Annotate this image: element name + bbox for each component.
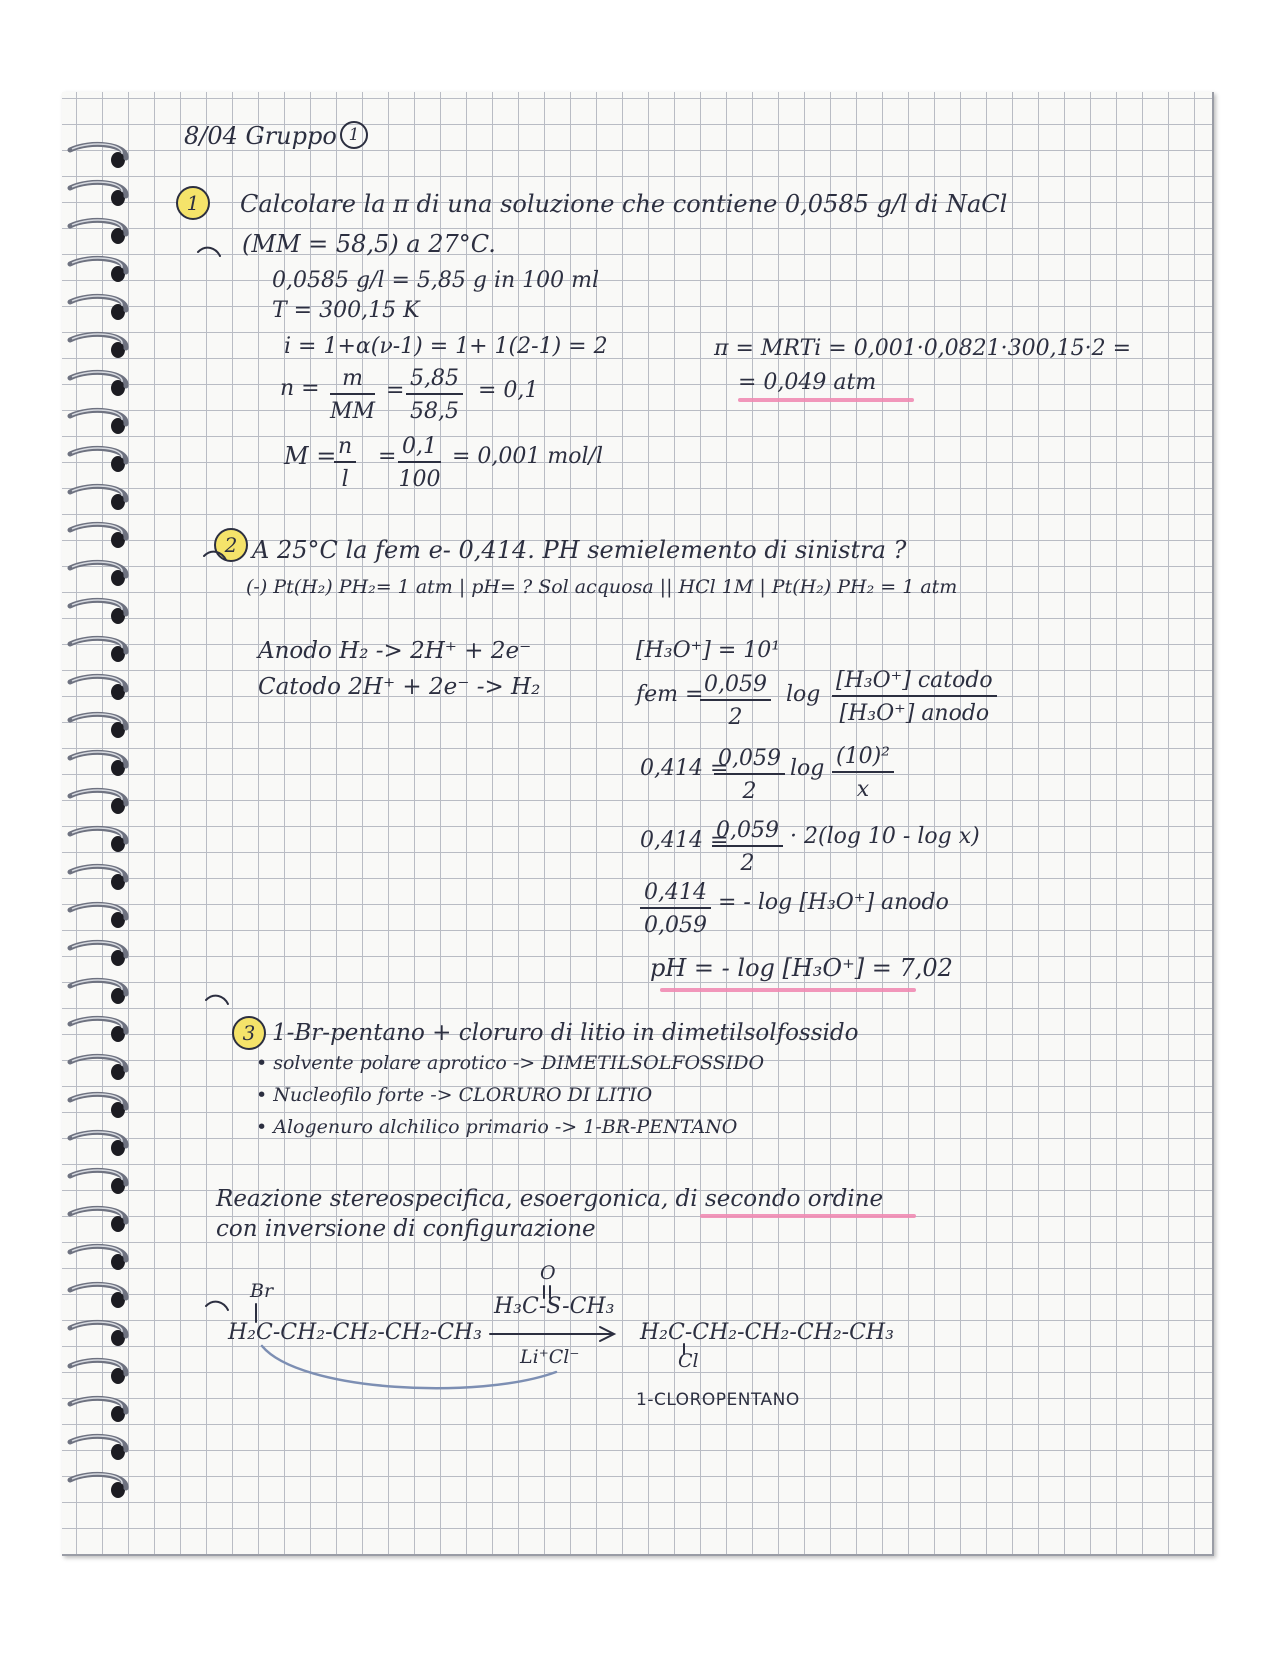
problem1-molarity-fraction (334, 434, 356, 492)
problem1-pressure-formula: π = MRTi = 0,001·0,0821·300,15·2 = (714, 336, 1132, 361)
problem2-fem-log: log (786, 682, 821, 707)
problem2-step2-prefix: 0,414 = (640, 828, 729, 853)
problem1-molarity-den2: 100 (398, 467, 441, 492)
problem3-desc-highlight (700, 1214, 916, 1218)
problem1-molarity-num2: 0,1 (398, 434, 441, 463)
problem2-statement-line2: (-) Pt(H₂) PH₂= 1 atm | pH= ? Sol acquosa || HCl 1M | Pt(H₂) PH₂ = 1 atm (246, 576, 958, 598)
problem1-molarity-den: l (341, 467, 349, 492)
problem1-moles-num2: 5,85 (406, 366, 463, 395)
problem1-molarity-num: n (334, 434, 356, 463)
problem3-product: H₂C-CH₂-CH₂-CH₂-CH₃ (640, 1320, 894, 1345)
problem1-statement-line2: (MM = 58,5) a 27°C. (242, 230, 496, 258)
problem3-bullet1: • solvente polare aprotico -> DIMETILSOLFOSSIDO (256, 1052, 765, 1074)
problem2-step2-num: 0,059 (712, 818, 783, 847)
problem1-number: 1 (176, 186, 210, 220)
problem3-reactant: H₂C-CH₂-CH₂-CH₂-CH₃ (228, 1320, 482, 1345)
problem3-reagent-licl: Li⁺Cl⁻ (520, 1346, 580, 1368)
header-date-group: 8/04 Gruppo (184, 122, 337, 150)
problem3-statement: 1-Br-pentano + cloruro di litio in dimetilsolfossido (272, 1020, 859, 1046)
problem1-temp-line: T = 300,15 K (272, 298, 420, 323)
problem1-molarity-prefix: M = (284, 442, 337, 470)
problem3-bullet2: • Nucleofilo forte -> CLORURO DI LITIO (256, 1084, 653, 1106)
problem2-fem-den: 2 (728, 705, 743, 730)
problem2-result-highlight (660, 988, 916, 992)
problem1-moles-fraction2 (406, 366, 463, 424)
problem2-statement-line1: A 25°C la fem e- 0,414. PH semielemento di sinistra ? (252, 536, 907, 564)
problem1-molarity-result: = 0,001 mol/l (452, 444, 603, 469)
problem3-number: 3 (232, 1016, 266, 1050)
problem2-anode: Anodo H₂ -> 2H⁺ + 2e⁻ (258, 638, 532, 664)
problem2-step1-num: 0,059 (714, 746, 785, 775)
problem2-step3-fraction (640, 880, 711, 938)
problem1-pressure-result: = 0,049 atm (738, 370, 877, 395)
problem2-step1-log-den: x (856, 777, 870, 802)
problem3-product-cl: Cl (678, 1350, 699, 1372)
header-group-number: 1 (340, 121, 368, 149)
problem2-step1-fraction (714, 746, 785, 804)
problem1-vant-hoff-line: i = 1+α(ν-1) = 1+ 1(2-1) = 2 (284, 334, 608, 359)
problem2-fem-prefix: fem = (636, 682, 704, 707)
problem2-fem-fraction (700, 672, 771, 730)
problem2-step1-den: 2 (742, 779, 757, 804)
problem1-moles-prefix: n = (280, 376, 320, 401)
problem1-molarity-fraction2 (398, 434, 441, 492)
problem1-moles-num: m (330, 366, 375, 395)
problem3-reagent-o: O (540, 1262, 556, 1284)
problem3-reaction-desc-line2: con inversione di configurazione (216, 1216, 596, 1242)
problem2-fem-log-num: [H₃O⁺] catodo (832, 668, 997, 697)
problem1-molarity-eq: = (378, 444, 397, 469)
problem2-step2-den: 2 (740, 851, 755, 876)
problem1-statement-line1: Calcolare la π di una soluzione che contiene 0,0585 g/l di NaCl (240, 190, 1008, 218)
problem2-step3-num: 0,414 (640, 880, 711, 909)
problem2-step1-log-fraction (832, 744, 894, 802)
problem3-reagent-dmso: H₃C-S-CH₃ (494, 1294, 615, 1319)
problem2-ph-result: pH = - log [H₃O⁺] = 7,02 (650, 954, 953, 982)
problem1-moles-result: = 0,1 (478, 378, 539, 403)
problem1-moles-fraction (330, 366, 375, 424)
problem2-step1-log: log (790, 756, 825, 781)
problem3-bullet3: • Alogenuro alchilico primario -> 1-BR-PENTANO (256, 1116, 738, 1138)
problem2-cathode: Catodo 2H⁺ + 2e⁻ -> H₂ (258, 674, 541, 700)
problem2-step1-prefix: 0,414 = (640, 756, 729, 781)
problem1-moles-den: MM (330, 399, 376, 424)
problem2-step1-log-num: (10)² (832, 744, 894, 773)
problem1-moles-eq: = (386, 378, 405, 403)
problem2-step3-den: 0,059 (644, 913, 707, 938)
problem2-step3-rest: = - log [H₃O⁺] anodo (718, 890, 949, 915)
problem2-fem-log-den: [H₃O⁺] anodo (839, 701, 990, 726)
problem1-conc-line: 0,0585 g/l = 5,85 g in 100 ml (272, 268, 600, 293)
problem2-h3o-conc: [H₃O⁺] = 10¹ (636, 638, 781, 663)
problem3-product-name: 1-CLOROPENTANO (636, 1390, 800, 1410)
problem2-fem-num: 0,059 (700, 672, 771, 701)
problem3-reactant-br: Br (250, 1280, 274, 1302)
problem1-result-highlight (738, 398, 914, 402)
problem3-reaction-desc-line1: Reazione stereospecifica, esoergonica, di secondo ordine (216, 1186, 884, 1212)
problem1-moles-den2: 58,5 (410, 399, 459, 424)
problem2-number: 2 (214, 528, 248, 562)
problem2-step2-fraction (712, 818, 783, 876)
problem2-step2-rest: · 2(log 10 - log x) (790, 824, 980, 849)
problem2-fem-log-fraction (832, 668, 997, 726)
